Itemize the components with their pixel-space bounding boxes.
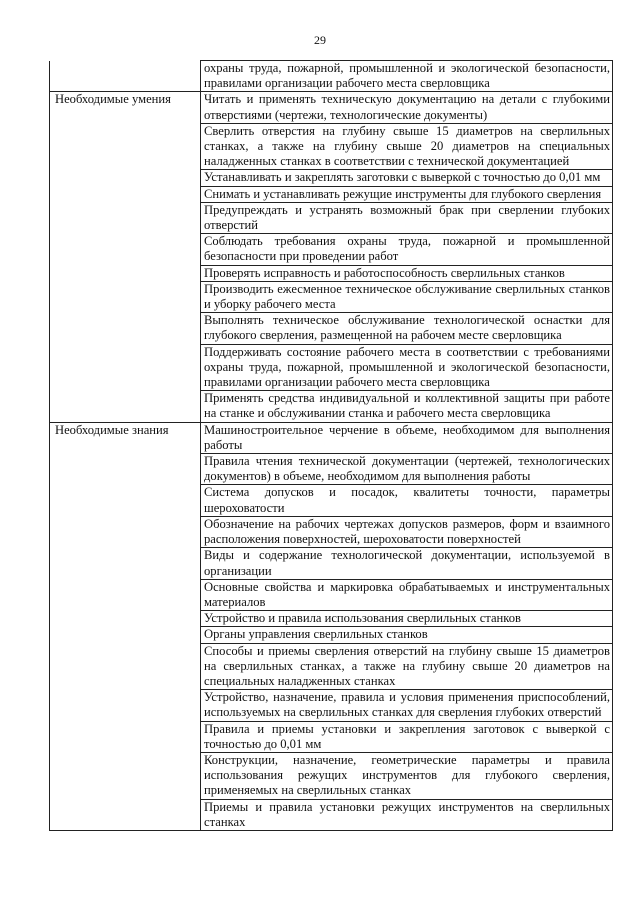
section-label-cell	[50, 690, 201, 721]
section-label-cell	[50, 313, 201, 344]
table-row	[50, 752, 613, 799]
requirement-text: Машиностроительное черчение в объеме, необходимом для выполнения работы	[201, 422, 613, 453]
requirement-text: Читать и применять техническую документацию на детали с глубокими отверстиями (чертежи, технологические документы)	[201, 92, 613, 123]
table-row	[50, 643, 613, 690]
requirement-text: Сверлить отверстия на глубину свыше 15 диаметров на сверлильных станках, а также на глубину свыше 20 диаметров на специальных наладженных станках в соответствии с технической документацией	[201, 123, 613, 170]
requirement-text: Устройство, назначение, правила и условия применения приспособлений, используемых на сверлильных станках для сверления глубоких отверстий	[201, 690, 613, 721]
table-row	[50, 799, 613, 830]
requirements-table-body	[50, 61, 613, 831]
requirement-text: Устанавливать и закреплять заготовки с выверкой с точностью до 0,01 мм	[201, 170, 613, 186]
requirement-text: Проверять исправность и работоспособность сверлильных станков	[201, 265, 613, 281]
table-row	[50, 234, 613, 265]
table-row	[50, 92, 613, 123]
table-row	[50, 611, 613, 627]
table-row	[50, 690, 613, 721]
section-label-cell	[50, 516, 201, 547]
page-number: 29	[314, 33, 326, 47]
requirement-text: Предупреждать и устранять возможный брак при сверлении глубоких отверстий	[201, 202, 613, 233]
requirement-text: Снимать и устанавливать режущие инструменты для глубокого сверления	[201, 186, 613, 202]
section-label-cell	[50, 391, 201, 422]
table-row	[50, 313, 613, 344]
table-row	[50, 186, 613, 202]
table-row	[50, 548, 613, 579]
section-label-cell	[50, 799, 201, 830]
table-row	[50, 485, 613, 516]
table-row	[50, 627, 613, 643]
section-label-cell	[50, 643, 201, 690]
requirement-text: Система допусков и посадок, квалитеты точности, параметры шероховатости	[201, 485, 613, 516]
section-label-cell	[50, 202, 201, 233]
requirement-text: Производить ежесменное техническое обслуживание сверлильных станков и уборку рабочего места	[201, 281, 613, 312]
table-row	[50, 454, 613, 485]
requirement-text: Устройство и правила использования сверлильных станков	[201, 611, 613, 627]
section-label-cell	[50, 234, 201, 265]
table-row	[50, 422, 613, 453]
section-label-cell	[50, 752, 201, 799]
section-label-cell	[50, 579, 201, 610]
requirement-text: Соблюдать требования охраны труда, пожарной и промышленной безопасности при проведении работ	[201, 234, 613, 265]
table-row	[50, 516, 613, 547]
table-row	[50, 170, 613, 186]
section-label: Необходимые умения	[50, 92, 201, 123]
section-label-cell	[50, 186, 201, 202]
table-row	[50, 123, 613, 170]
section-label-cell	[50, 548, 201, 579]
requirement-text: Конструкции, назначение, геометрические параметры и правила использования режущих инструментов для глубокого сверления, применяемых на сверлильных станках	[201, 752, 613, 799]
requirements-table	[49, 60, 613, 831]
requirement-text: Органы управления сверлильных станков	[201, 627, 613, 643]
table-row	[50, 391, 613, 422]
section-label: Необходимые знания	[50, 422, 201, 453]
section-label	[50, 61, 201, 92]
requirement-text: Приемы и правила установки режущих инструментов на сверлильных станках	[201, 799, 613, 830]
requirement-text: Правила чтения технической документации (чертежей, технологических документов) в объеме, необходимом для выполнения работы	[201, 454, 613, 485]
requirement-text: Обозначение на рабочих чертежах допусков размеров, форм и взаимного расположения поверхностей, шероховатости поверхностей	[201, 516, 613, 547]
requirement-text: Основные свойства и маркировка обрабатываемых и инструментальных материалов	[201, 579, 613, 610]
table-row	[50, 281, 613, 312]
table-row	[50, 579, 613, 610]
requirement-text: охраны труда, пожарной, промышленной и экологической безопасности, правилами организации рабочего места сверловщика	[201, 61, 613, 92]
section-label-cell	[50, 721, 201, 752]
section-label-cell	[50, 265, 201, 281]
section-label-cell	[50, 454, 201, 485]
section-label-cell	[50, 611, 201, 627]
table-row	[50, 721, 613, 752]
requirement-text: Применять средства индивидуальной и коллективной защиты при работе на станке и обслуживании станка и рабочего места сверловщика	[201, 391, 613, 422]
table-row	[50, 344, 613, 391]
requirement-text: Поддерживать состояние рабочего места в соответствии с требованиями охраны труда, пожарной, промышленной и экологической безопасности, правилами организации рабочего места сверловщика	[201, 344, 613, 391]
section-label-cell	[50, 281, 201, 312]
requirement-text: Виды и содержание технологической документации, используемой в организации	[201, 548, 613, 579]
section-label-cell	[50, 170, 201, 186]
section-label-cell	[50, 485, 201, 516]
table-row	[50, 61, 613, 92]
requirement-text: Способы и приемы сверления отверстий на глубину свыше 15 диаметров на сверлильных станках, а также на глубину свыше 20 диаметров на специальных наладженных станках	[201, 643, 613, 690]
table-row	[50, 202, 613, 233]
section-label-cell	[50, 123, 201, 170]
section-label-cell	[50, 344, 201, 391]
requirement-text: Правила и приемы установки и закрепления заготовок с выверкой с точностью до 0,01 мм	[201, 721, 613, 752]
table-row	[50, 265, 613, 281]
requirement-text: Выполнять техническое обслуживание технологической оснастки для глубокого сверления, размещенной на рабочем месте сверловщика	[201, 313, 613, 344]
section-label-cell	[50, 627, 201, 643]
